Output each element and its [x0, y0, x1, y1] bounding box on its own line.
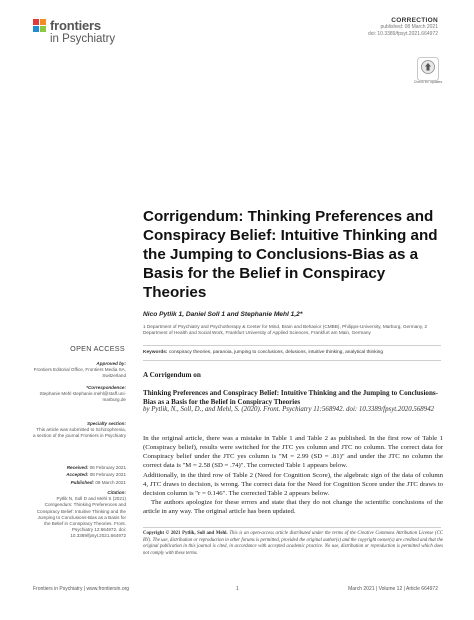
published-label: Published:: [70, 479, 95, 485]
body-paragraph: The authors apologize for these errors and state that they do not change the scientific conclusions of the article in any way. The original article has been updated.: [143, 499, 443, 516]
accepted-label: Accepted:: [66, 472, 89, 478]
body-paragraph: Additionally, in the third row of Table 2 (Need for Cognition Score), the algebraic sign of the data of column 4, JTC draws to decision, is wrong. The correct data for the Need for Cognition Score under the JTC draws to decision column is "r = 0.146". The corrected Table 2 appears below.: [143, 472, 443, 498]
original-citation: by Pytlik, N., Soll, D., and Mehl, S. (2020). Front. Psychiatry 11:568942. doi: 10.3389/fpsyt.2020.568942: [143, 406, 435, 413]
divider: [143, 527, 441, 528]
copyright-text: This is an open-access article distributed under the terms of the Creative Commons Attribution License (CC BY). The use, distribution or reproduction in other forums is permitted, provided the original author(s) and the copyright owner(s) are credited and that the original publication in this journal is cited, in accordance with accepted academic practice. No use, distribution or reproduction is permitted which does not comply with these terms.: [143, 531, 443, 556]
copyright-notice: [143, 531, 443, 557]
accepted-row: [33, 471, 126, 478]
body-paragraph: In the original article, there was a mistake in Table 1 and Table 2 as published. In the first row of Table 1 (Conspiracy belief), results were switched for the JTC yes column and JTC no column. The correct data for Conspiracy belief under the JTC yes column is "M = 2.99 (SD = .81)" and under the JTC no column the correct data is "M = 2.58 (SD = .74)". The corrected Table 1 appears below.: [143, 435, 443, 470]
crossmark-icon[interactable]: [417, 57, 439, 81]
journal-name: in Psychiatry: [50, 33, 116, 45]
footer-issue-info: March 2021 | Volume 12 | Article 664972: [348, 586, 438, 592]
received-label: Received:: [66, 465, 89, 470]
divider: [143, 345, 441, 346]
approved-value: Frontiers Editorial Office, Frontiers Media SA, Switzerland: [33, 367, 126, 379]
author-list: Nico Pytlik 1, Daniel Soll 1 and Stephanie Mehl 1,2*: [143, 311, 303, 318]
keywords: [143, 350, 443, 355]
divider: [143, 360, 441, 361]
citation-label: Citation:: [107, 490, 126, 495]
published-value: 08 March 2021: [95, 479, 126, 485]
keywords-text: conspiracy theories, paranoia, jumping to conclusions, delusions, intuitive thinking, analytical thinking: [168, 350, 383, 355]
received-value: 06 February 2021: [89, 465, 126, 470]
affiliations: 1 Department of Psychiatry and Psychotherapy & Center for Mind, Brain and Behavior (CMBB), Philipps-University, Marburg, Germany, 2 Department of Health and Social Work, Frankfurt University of Applied Sciences, Frankfurt am Main, Germany: [143, 324, 428, 336]
page-number: 1: [236, 586, 239, 592]
brand-name: frontiers: [50, 18, 101, 33]
copyright-label: Copyright © 2021 Pytlik, Soll and Mehl.: [143, 531, 228, 536]
citation-box: [33, 490, 126, 540]
correspondence-label: *Correspondence:: [86, 385, 126, 390]
frontiers-logo-icon: [33, 19, 47, 33]
published-row: [33, 479, 126, 486]
crossmark-label: Check for updates: [413, 80, 443, 84]
specialty-section: [33, 421, 126, 440]
doi-link[interactable]: doi: 10.3389/fpsyt.2021.664972: [367, 31, 438, 37]
specialty-label: Specialty section:: [86, 421, 126, 426]
specialty-value: This article was submitted to Schizophrenia, a section of the journal Frontiers in Psychiatry: [33, 427, 126, 439]
accepted-value: 08 February 2021: [89, 472, 126, 478]
approved-by: [33, 361, 126, 380]
received-row: [33, 464, 126, 471]
approved-label: Approved by:: [96, 361, 126, 366]
footer-journal-link[interactable]: Frontiers in Psychiatry | www.frontiersin.org: [33, 586, 130, 592]
published-date: published: 08 March 2021: [380, 24, 438, 30]
citation-value: Pytlik N, Soll D and Mehl S (2021) Corrigendum: Thinking Preferences and Conspiracy Belief: Intuitive Thinking and the Jumping to Conclusions-Bias as a Basis for the Belief in Conspiracy Theories. Front. Psychiatry 12:664972. doi: 10.3389/fpsyt.2021.664972: [36, 496, 126, 539]
open-access-label: OPEN ACCESS: [70, 344, 125, 353]
section-heading: A Corrigendum on: [143, 371, 201, 379]
keywords-label: Keywords:: [143, 350, 168, 355]
article-dates: [33, 464, 126, 486]
journal-logo[interactable]: [33, 17, 153, 47]
article-type: CORRECTION: [391, 17, 438, 24]
article-meta: [368, 17, 438, 38]
correspondence-value[interactable]: Stephanie Mehl stephanie.mehl@staff.uni-marburg.de: [39, 391, 126, 403]
correspondence: [33, 385, 126, 404]
original-article-title: Thinking Preferences and Conspiracy Belief: Intuitive Thinking and the Jumping to Conclusions-Bias as a Basis for the Belief in Conspiracy Theories: [143, 389, 439, 406]
article-title: Corrigendum: Thinking Preferences and Conspiracy Belief: Intuitive Thinking and the Jumping to Conclusions-Bias as a Basis for the Belief in Conspiracy Theories: [143, 208, 438, 301]
